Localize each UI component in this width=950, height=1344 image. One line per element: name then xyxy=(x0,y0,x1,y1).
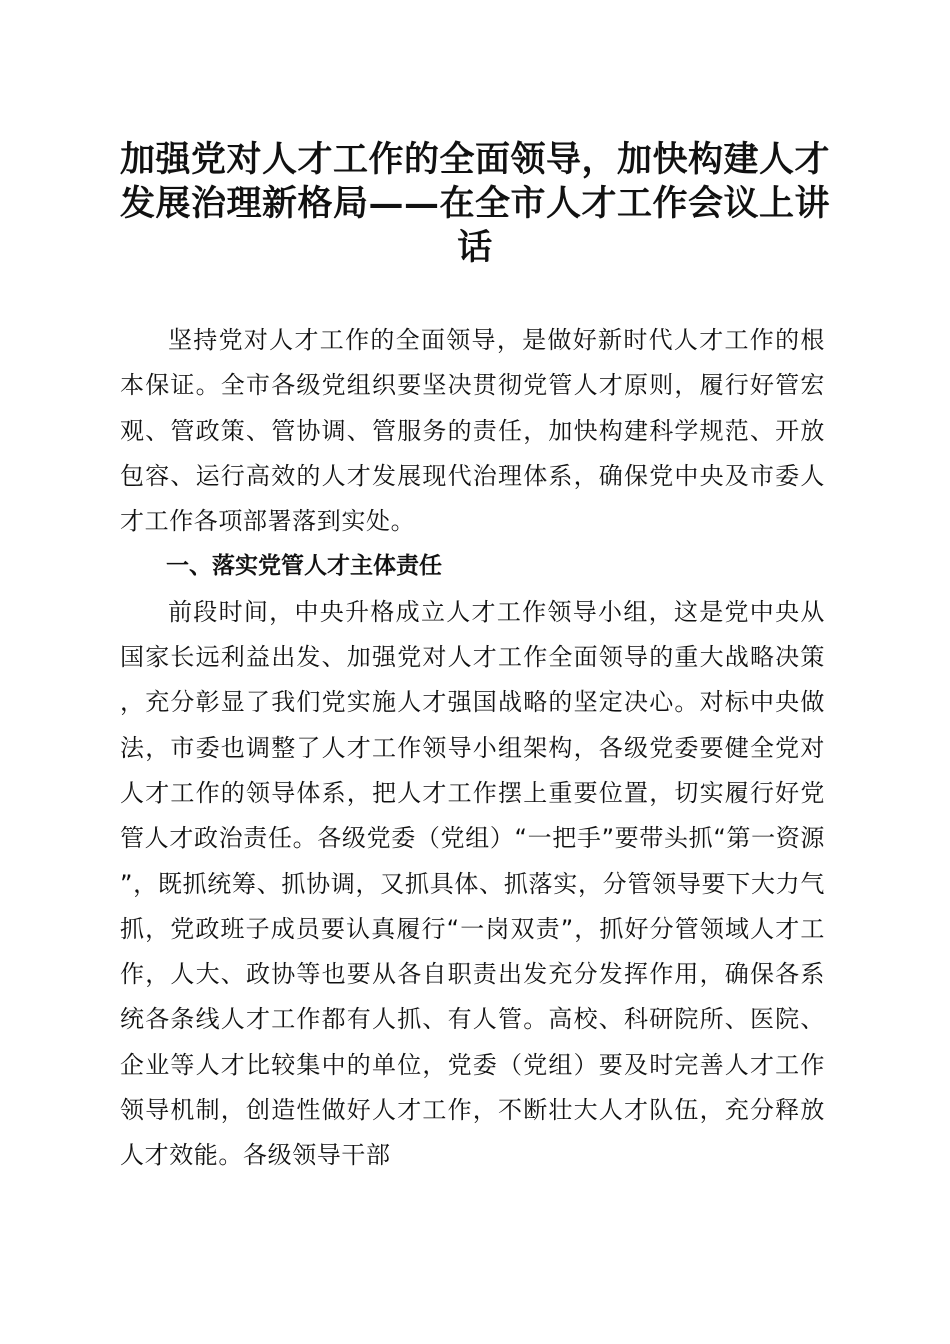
intro-paragraph: 坚持党对人才工作的全面领导，是做好新时代人才工作的根本保证。全市各级党组织要坚决贯彻党管人才原则，履行好管宏观、管政策、管协调、管服务的责任，加快构建科学规范、开放包容、运行高效的人才发展现代治理体系，确保党中央及市委人才工作各项部署落到实处。 xyxy=(120,326,825,536)
document-title: 加强党对人才工作的全面领导，加快构建人才发展治理新格局——在全市人才工作会议上讲话 xyxy=(119,139,830,268)
section-paragraph: 前段时间，中央升格成立人才工作领导小组，这是党中央从国家长远利益出发、加强党对人才工作全面领导的重大战略决策，充分彰显了我们党实施人才强国战略的坚定决心。对标中央做法，市委也调整了人才工作领导小组架构，各级党委要健全党对人才工作的领导体系，把人才工作摆上重要位置，切实履行好党管人才政治责任。各级党委（党组）“一把手”要带头抓“第一资源”，既抓统筹、抓协调，又抓具体、抓落实，分管领导要下大力气抓，党政班子成员要认真履行“一岗双责”，抓好分管领域人才工作，人大、政协等也要从各自职责出发充分发挥作用，确保各系统各条线人才工作都有人抓、有人管。高校、科研院所、医院、企业等人才比较集中的单位，党委（党组）要及时完善人才工作领导机制，创造性做好人才工作，不断壮大人才队伍，充分释放人才效能。各级领导干部 xyxy=(120,597,825,1170)
document-body xyxy=(120,318,825,1179)
section-heading: 一、落实党管人才主体责任 xyxy=(166,553,442,580)
